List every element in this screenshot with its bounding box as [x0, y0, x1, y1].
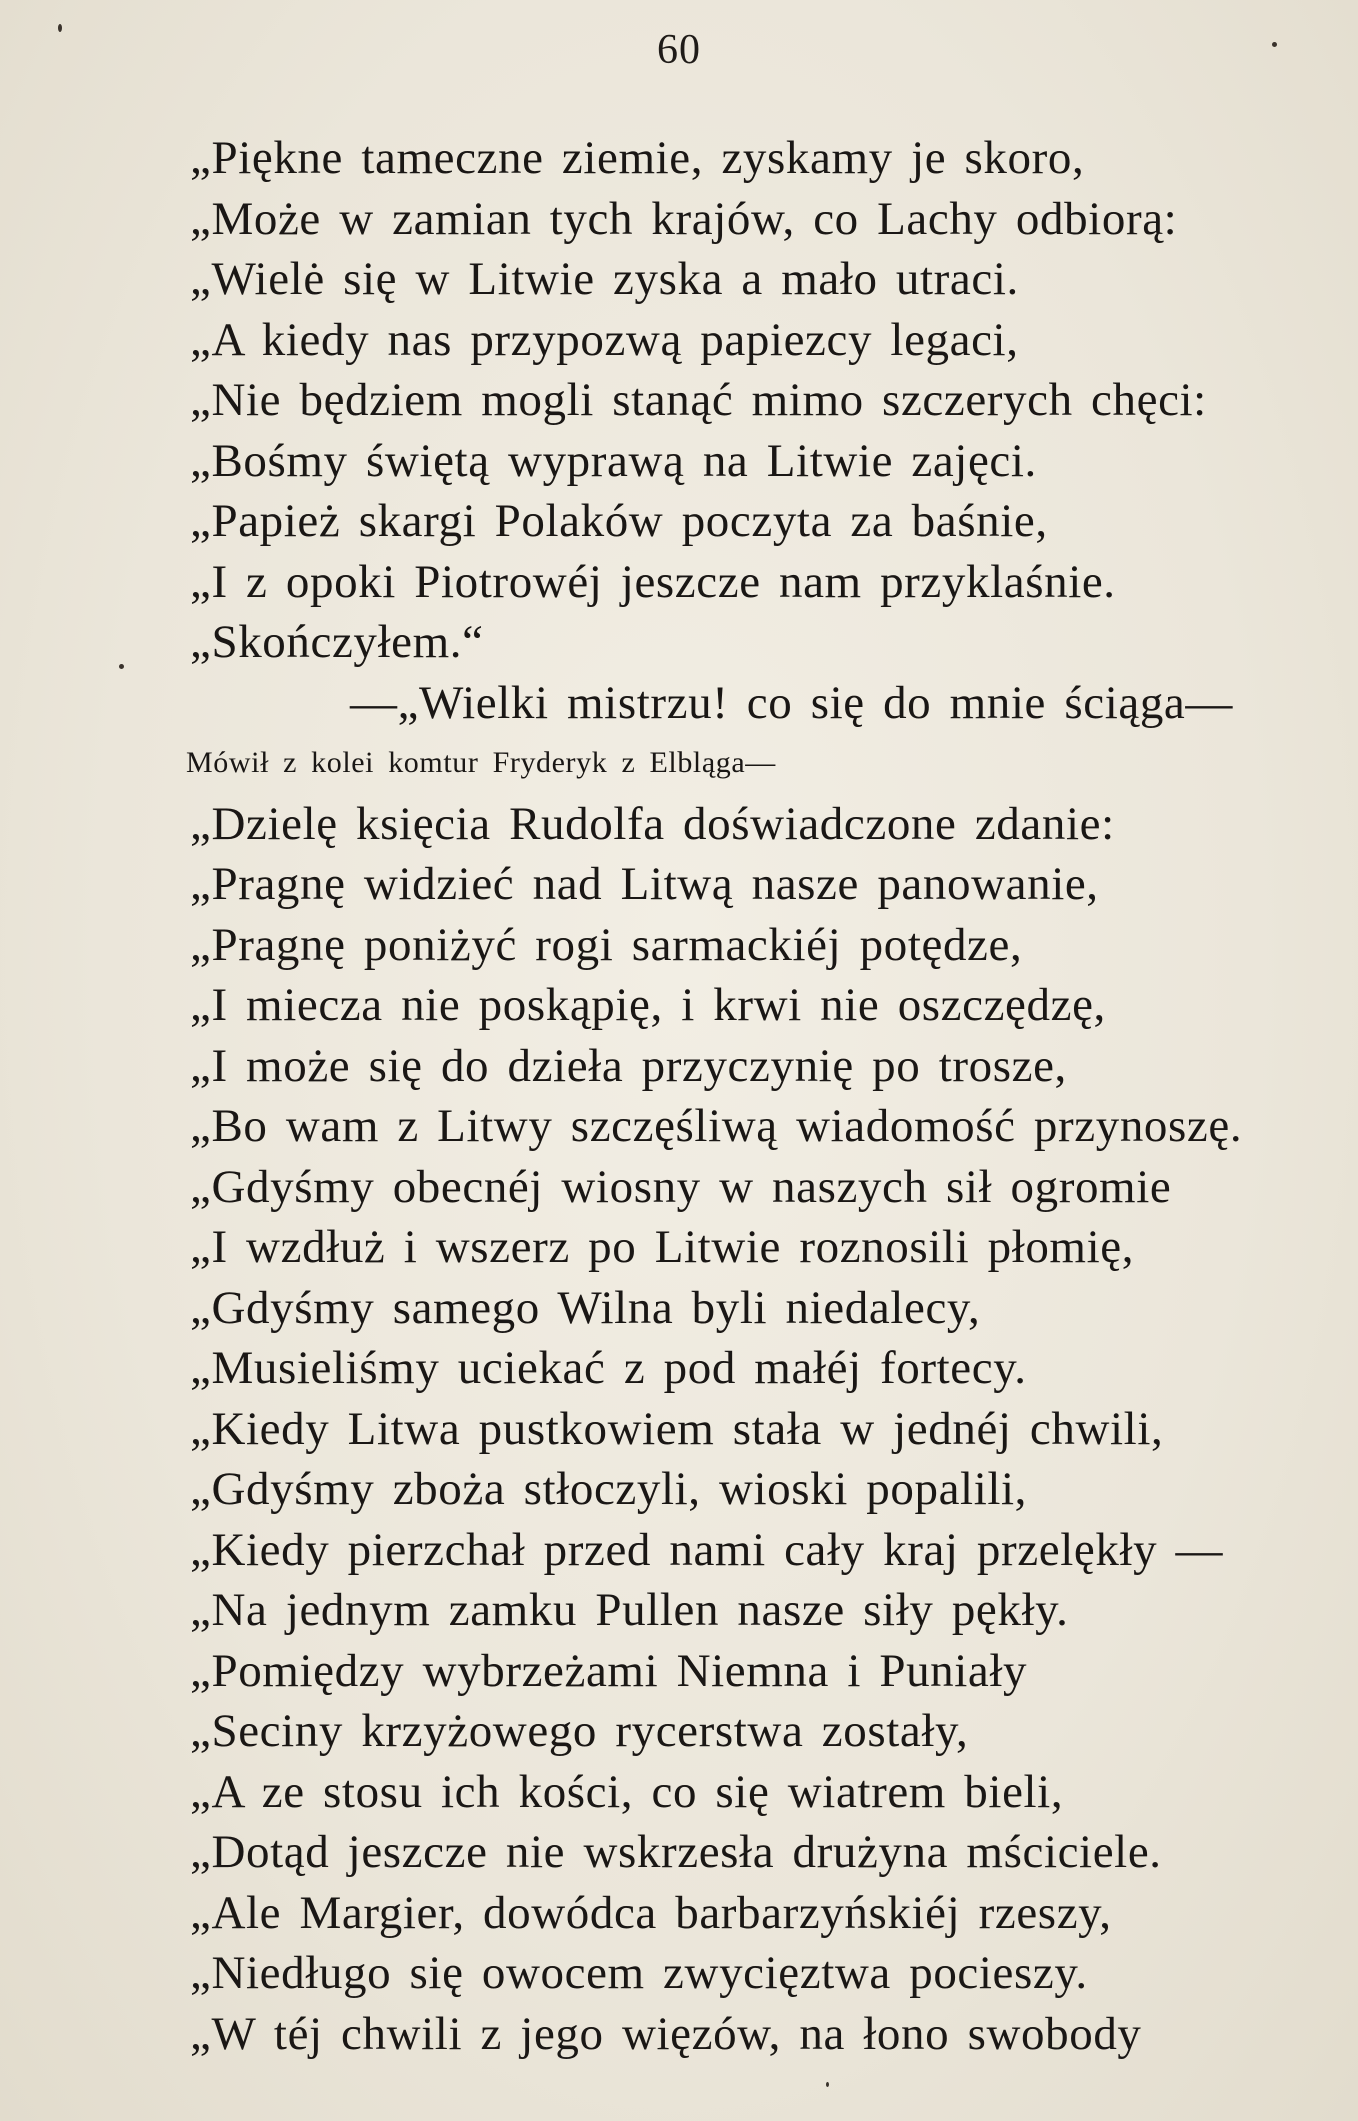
verse-line: „Ale Margier, dowódca barbarzyńskiéj rzeszy,: [190, 1886, 1112, 1939]
verse-line: „Bo wam z Litwy szczęśliwą wiadomość przynoszę.: [190, 1100, 1243, 1152]
verse-line: „Skończyłem.“: [190, 616, 484, 668]
verse-line: „Gdyśmy samego Wilna byli niedalecy,: [190, 1281, 981, 1334]
verse-line: —„Wielki mistrzu! co się do mnie ściąga—: [350, 676, 1233, 729]
verse-line: „Gdyśmy zboża stłoczyli, wioski popalili,: [190, 1463, 1028, 1515]
verse-line: „Dzielę księcia Rudolfa doświadczone zdanie:: [190, 797, 1115, 850]
verse-line: „Wielė się w Litwie zyska a mało utraci.: [190, 253, 1019, 305]
verse-line: „I z opoki Piotrowéj jeszcze nam przyklaśnie.: [190, 555, 1116, 608]
verse-line: „Gdyśmy obecnéj wiosny w naszych sił ogromie: [190, 1160, 1172, 1213]
verse-line: „I miecza nie poskąpię, i krwi nie oszczędzę,: [190, 979, 1106, 1031]
verse-line: „Niedługo się owocem zwycięztwa pocieszy.: [190, 1947, 1088, 1999]
verse-line: „Dotąd jeszcze nie wskrzesła drużyna mściciele.: [190, 1826, 1162, 1878]
verse-line: „Pomiędzy wybrzeżami Niemna i Puniały: [190, 1644, 1028, 1697]
verse-line: „A ze stosu ich kości, co się wiatrem bieli,: [190, 1765, 1064, 1818]
verse-line: „Pragnę poniżyć rogi sarmackiéj potędze,: [190, 918, 1023, 971]
verse-line: Mówił z kolei komtur Fryderyk z Elbląga—: [186, 746, 776, 779]
verse-line: „Nie będziem mogli stanąć mimo szczerych chęci:: [190, 374, 1207, 426]
verse-line: „Na jednym zamku Pullen nasze siły pękły.: [190, 1584, 1069, 1636]
verse-text: [186, 128, 1340, 2064]
verse-line: „Kiedy Litwa pustkowiem stała w jednéj chwili,: [190, 1402, 1164, 1455]
ink-speck: [826, 2082, 829, 2087]
verse-line: „I może się do dzieła przyczynię po trosze,: [190, 1039, 1067, 1092]
verse-line: „Musieliśmy uciekać z pod małéj fortecy.: [190, 1342, 1027, 1394]
verse-line: „I wzdłuż i wszerz po Litwie roznosili płomię,: [190, 1221, 1135, 1273]
verse-line: „W téj chwili z jego więzów, na łono swobody: [190, 2007, 1142, 2060]
ink-speck: [1272, 42, 1277, 47]
verse-line: „Piękne tameczne ziemie, zyskamy je skoro,: [190, 132, 1085, 184]
page-number: 60: [657, 27, 701, 73]
verse-line: „Może w zamian tych krajów, co Lachy odbiorą:: [190, 192, 1178, 245]
ink-speck: [119, 664, 124, 669]
verse-line: „Papież skargi Polaków poczyta za baśnie,: [190, 495, 1048, 547]
ink-speck: [58, 24, 62, 32]
verse-line: „Kiedy pierzchał przed nami cały kraj przelękły —: [190, 1523, 1224, 1576]
verse-line: „Seciny krzyżowego rycerstwa zostały,: [190, 1705, 969, 1757]
verse-line: „Bośmy świętą wyprawą na Litwie zajęci.: [190, 434, 1037, 487]
verse-line: „Pragnę widzieć nad Litwą nasze panowanie,: [190, 858, 1099, 910]
verse-line: „A kiedy nas przypozwą papiezcy legaci,: [190, 313, 1019, 366]
